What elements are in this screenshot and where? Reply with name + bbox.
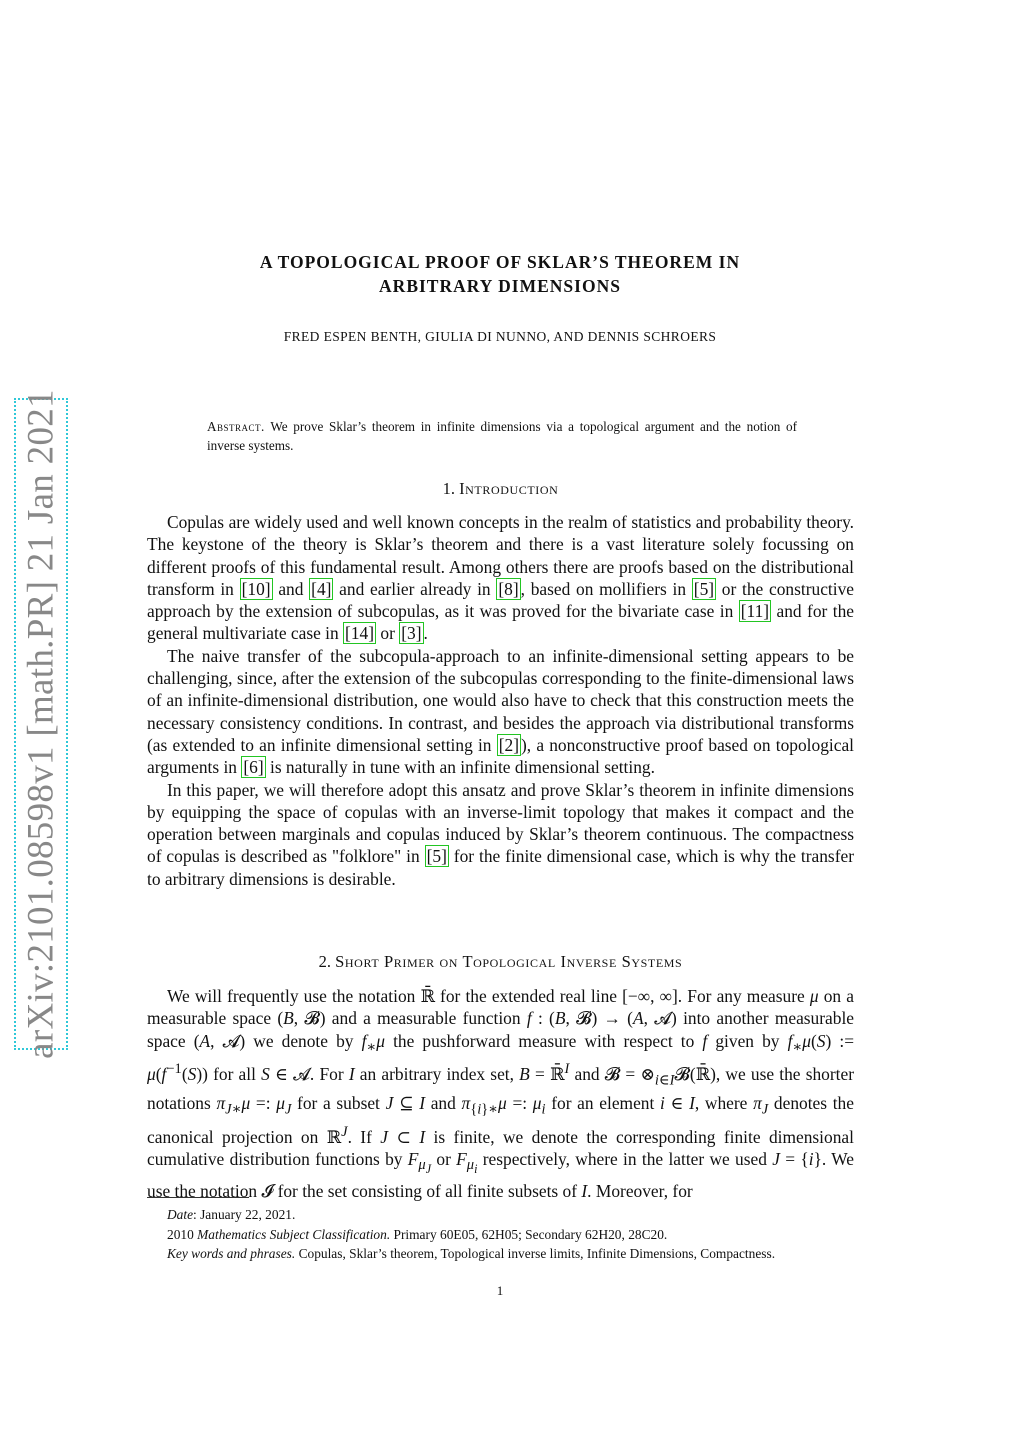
footnote-rule xyxy=(147,1197,249,1198)
abstract-text: We prove Sklar’s theorem in infinite dimensions via a topological argument and the notion of inverse systems. xyxy=(207,419,798,453)
footnote-keywords xyxy=(147,1244,854,1264)
citation-4[interactable]: [4] xyxy=(311,578,332,599)
text-run: or xyxy=(376,623,400,644)
section-1-number: 1. xyxy=(442,479,455,498)
text-run: Copulas are widely used and well known concepts in the realm of statistics and probability theory. The keystone of the theory is Sklar’s theorem and there is a vast literature solely focussing on different proofs of this fundamental result. Among others there are proofs based on the distributional transform in xyxy=(147,512,854,599)
section-1-heading xyxy=(147,479,854,499)
footnote-date xyxy=(147,1205,854,1225)
text-run: ), a nonconstructive proof based on topological arguments in xyxy=(147,734,854,778)
arxiv-identifier[interactable]: arXiv:2101.08598v1 [math.PR] 21 Jan 2021 xyxy=(20,389,62,1059)
text-run: and earlier already in xyxy=(333,578,497,599)
section-2-heading xyxy=(147,952,854,972)
msc-year: 2010 xyxy=(167,1226,198,1242)
text-run: . xyxy=(423,623,428,644)
citation-8[interactable]: [8] xyxy=(498,578,519,599)
citation-5[interactable]: [5] xyxy=(693,578,715,599)
citation-5[interactable]: [5] xyxy=(426,846,447,867)
intro-paragraph-3 xyxy=(147,779,854,890)
text-run: for the finite dimensional case, which is why the transfer to arbitrary dimensions is desirable. xyxy=(147,846,854,889)
title-line-1: A TOPOLOGICAL PROOF OF SKLAR’S THEOREM IN xyxy=(259,252,741,272)
intro-paragraph-2 xyxy=(147,645,854,779)
text-run: is naturally in tune with an infinite dimensional setting. xyxy=(265,757,655,778)
citation-6[interactable]: [6] xyxy=(243,757,264,778)
text-run: and for the general multivariate case in xyxy=(147,601,854,644)
msc-label: Mathematics Subject Classification. xyxy=(197,1226,391,1242)
text-run: In this paper, we will therefore adopt this ansatz and prove Sklar’s theorem in infinite dimensions by equipping the space of copulas with an inverse-limit topology that makes it compact and the operation between marginals and copulas induced by Sklar’s theorem continuous. The compactness of copulas is described as "folklore" in xyxy=(147,779,854,867)
date-value: : January 22, 2021. xyxy=(193,1207,296,1222)
date-label: Date xyxy=(167,1207,194,1222)
text-run: and xyxy=(272,578,310,599)
page-number: 1 xyxy=(496,1283,504,1298)
paper-title xyxy=(150,250,850,298)
section-1-title: Introduction xyxy=(459,479,559,498)
paper-authors: FRED ESPEN BENTH, GIULIA DI NUNNO, AND DENNIS SCHROERS xyxy=(283,329,717,344)
citation-14[interactable]: [14] xyxy=(345,623,375,644)
citation-2[interactable]: [2] xyxy=(498,734,519,755)
citation-3[interactable]: [3] xyxy=(401,623,422,644)
msc-value: Primary 60E05, 62H05; Secondary 62H20, 28C20. xyxy=(390,1226,668,1242)
footnotes xyxy=(147,1205,854,1264)
abstract-label: Abstract. xyxy=(207,419,265,434)
section-2-number: 2. xyxy=(318,952,332,971)
keywords-value: Copulas, Sklar’s theorem, Topological inverse limits, Infinite Dimensions, Compactness. xyxy=(295,1246,776,1261)
arxiv-stamp xyxy=(14,389,68,1059)
text-run: The naive transfer of the subcopula-approach to an infinite-dimensional setting appears to be challenging, since, after the extension of the subcopulas corresponding to the finite-dimensional laws of an infinite-dimensional distribution, one would also have to check that this construction meets the necessary consistency conditions. In contrast, and besides the approach via distributional transforms (as extended to an infinite dimensional setting in xyxy=(147,645,854,755)
section-2-body xyxy=(147,985,854,1203)
text-run: , based on mollifiers in xyxy=(520,578,692,599)
keywords-label: Key words and phrases. xyxy=(167,1246,296,1261)
citation-11[interactable]: [11] xyxy=(740,601,770,622)
section-2-title: Short Primer on Topological Inverse Systems xyxy=(335,952,683,971)
title-line-2: ARBITRARY DIMENSIONS xyxy=(379,276,621,296)
intro-paragraph-1 xyxy=(147,511,854,645)
section-1-body xyxy=(147,511,854,890)
footnote-msc xyxy=(147,1225,854,1245)
abstract xyxy=(207,417,797,455)
citation-10[interactable]: [10] xyxy=(241,578,271,599)
text-run: or the constructive approach by the extension of subcopulas, as it was proved for the bivariate case in xyxy=(147,578,854,622)
primer-paragraph-1: We will frequently use the notation ℝ̄ for the extended real line [−∞, ∞]. For any measure μ on a measurable space (B, 𝓑) and a measurable function f : (B, 𝓑) → (A, 𝓐) into another measurable space (A, 𝓐) we denote by $f_∗\mu$ the pushforward measure with respect to f given by $f_∗\mu(S)$ := $\mu(f^{-1}(S))$ for all S ∈ 𝓐. For I an arbitrary index set, B = ℝ̄$^I$ and 𝓑 = $\otimes_{i\in I}𝓑(ℝ̄)$, we use the shorter notations $\pi_{J∗}\mu$ =: $\mu_J$ for a subset J ⊆ I and $\pi_{\{i\}∗}\mu$ =: $\mu_i$ for an element i ∈ I, where $\pi_J$ denotes the canonical projection on ℝ$^J$. If J ⊂ I is finite, we denote the corresponding finite dimensional cumulative distribution functions by $F_{\mu_J}$ or $F_{\mu_i}$ respectively, where in the latter we used J = {i}. We use the notation 𝓘 for the set consisting of all finite subsets of I. Moreover, for xyxy=(147,986,855,1202)
